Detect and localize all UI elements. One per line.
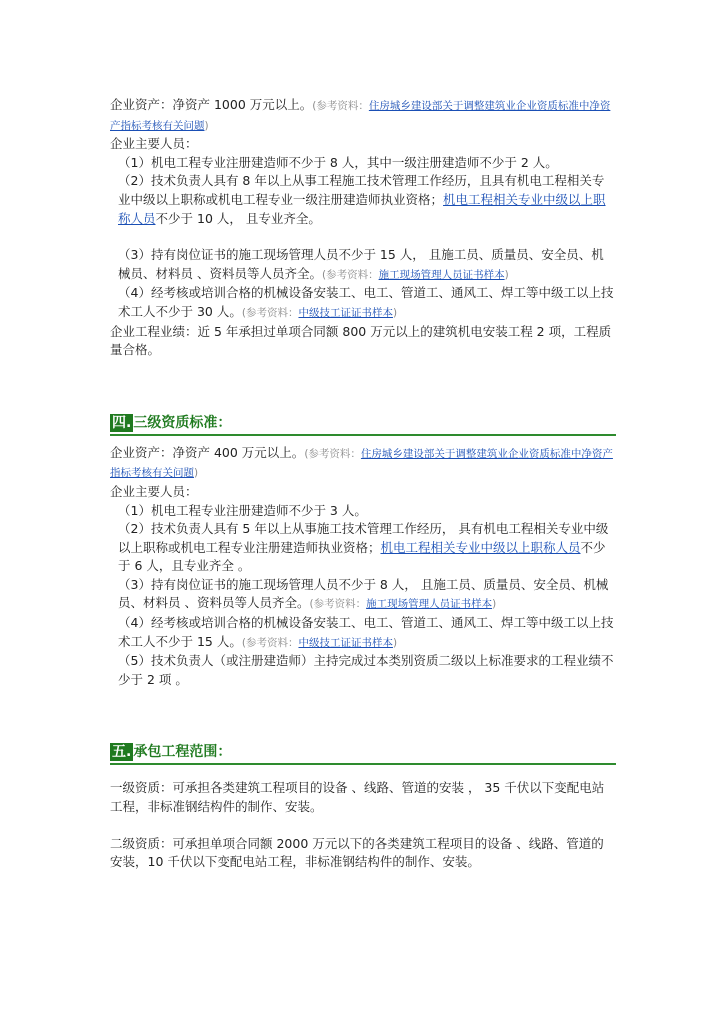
ref-close: ) <box>194 467 199 480</box>
section-4-heading <box>110 412 616 436</box>
assets-paragraph <box>110 96 616 135</box>
assets-text: 企业资产：净资产 1000 万元以上。 <box>110 97 313 112</box>
personnel-item-4 <box>110 284 616 322</box>
document-page <box>110 96 616 872</box>
ref-close: ) <box>204 119 209 132</box>
section-5-title: 承包工程范围： <box>133 744 232 761</box>
ref-prefix: (参考资料： <box>321 268 379 281</box>
site-manager-cert-link[interactable]: 施工现场管理人员证书样本 <box>378 268 505 281</box>
personnel-item-2 <box>110 520 616 576</box>
personnel-title: 企业主要人员： <box>110 483 198 499</box>
mep-title-staff-link[interactable]: 机电工程相关专业中级以上职称人员 <box>380 539 581 555</box>
mep-title-staff-link[interactable]: 机电工程相关专业中级以上职称人员 <box>118 191 606 226</box>
item-2-text: （2）技术负责人具有 8 年以上从事工程施工技术管理工作经历，且具有机电工程相关专业中级以上职称或机电工程专业一级注册建造师执业资格； <box>118 173 605 207</box>
item-4-text: （4）经考核或培训合格的机械设备安装工、电工、管道工、通风工、焊工等中级工以上技术工人不少于 15 人。 <box>118 615 614 649</box>
item-2-tail: 不少于 6 人，且专业齐全 。 <box>118 539 606 574</box>
ref-prefix: (参考资料： <box>309 598 367 611</box>
ref-prefix: (参考资料： <box>312 100 369 112</box>
grade-2-scope: 二级资质：可承担单项合同额 2000 万元以下的各类建筑工程项目的设备 、线路、管道的安装，10 千伏以下变配电站工程，非标准钢结构件的制作、安装。 <box>110 835 604 870</box>
item-3-text: （3）持有岗位证书的施工现场管理人员不少于 8 人， 且施工员、质量员、安全员、机械员、材料员 、资料员等人员齐全。 <box>118 576 609 611</box>
intermediate-technician-cert-link[interactable]: 中级技工证证书样本 <box>298 306 393 319</box>
personnel-item-2 <box>110 172 616 228</box>
section-4-number: 四. <box>112 414 132 431</box>
item-4-text: （4）经考核或培训合格的机械设备安装工、电工、管道工、通风工、焊工等中级工以上技术工人不少于 30 人。 <box>118 285 614 319</box>
intermediate-technician-cert-link[interactable]: 中级技工证证书样本 <box>298 636 393 649</box>
item-2-tail: 不少于 10 人， 且专业齐全。 <box>155 210 321 226</box>
ref-prefix: (参考资料： <box>304 447 361 460</box>
personnel-item-3 <box>110 246 616 284</box>
section-4-title: 三级资质标准： <box>133 414 232 431</box>
net-assets-reference-link[interactable]: 住房城乡建设部关于调整建筑业企业资质标准中净资产指标考核有关问题 <box>110 447 613 480</box>
ref-close: ) <box>504 268 509 281</box>
personnel-item-1: （1）机电工程专业注册建造师不少于 3 人。 <box>118 502 367 518</box>
personnel-item-3 <box>110 576 616 614</box>
personnel-item-5: （5）技术负责人（或注册建造师）主持完成过本类别资质二级以上标准要求的工程业绩不少于 2 项 。 <box>118 653 614 687</box>
item-3-text: （3）持有岗位证书的施工现场管理人员不少于 15 人， 且施工员、质量员、安全员、机械员、材料员 、资料员等人员齐全。 <box>118 247 604 281</box>
assets-text: 企业资产：净资产 400 万元以上。 <box>110 444 305 460</box>
ref-prefix: (参考资料： <box>241 636 299 649</box>
ref-close: ) <box>492 598 497 611</box>
personnel-title: 企业主要人员： <box>110 136 198 152</box>
grade-1-scope: 一级资质：可承担各类建筑工程项目的设备 、线路、管道的安装 ， 35 千伏以下变配电站工程，非标准钢结构件的制作、安装。 <box>110 780 605 815</box>
ref-prefix: (参考资料： <box>241 306 299 319</box>
item-2-text: （2）技术负责人具有 5 年以上从事施工技术管理工作经历， 具有机电工程相关专业中级以上职称或机电工程专业注册建造师执业资格； <box>118 521 609 555</box>
ref-close: ) <box>392 636 398 649</box>
personnel-item-4 <box>110 614 616 652</box>
ref-close: ) <box>392 306 398 319</box>
section-5-heading <box>110 741 616 765</box>
site-manager-cert-link[interactable]: 施工现场管理人员证书样本 <box>366 598 493 611</box>
personnel-item-1: （1）机电工程专业注册建造师不少于 8 人，其中一级注册建造师不少于 2 人。 <box>118 154 558 170</box>
assets-paragraph <box>110 444 616 483</box>
performance-paragraph: 企业工程业绩：近 5 年承担过单项合同额 800 万元以上的建筑机电安装工程 2 项，工程质量合格。 <box>110 323 612 358</box>
section-5-number: 五. <box>112 744 132 761</box>
net-assets-reference-link[interactable]: 住房城乡建设部关于调整建筑业企业资质标准中净资产指标考核有关问题 <box>110 100 611 132</box>
